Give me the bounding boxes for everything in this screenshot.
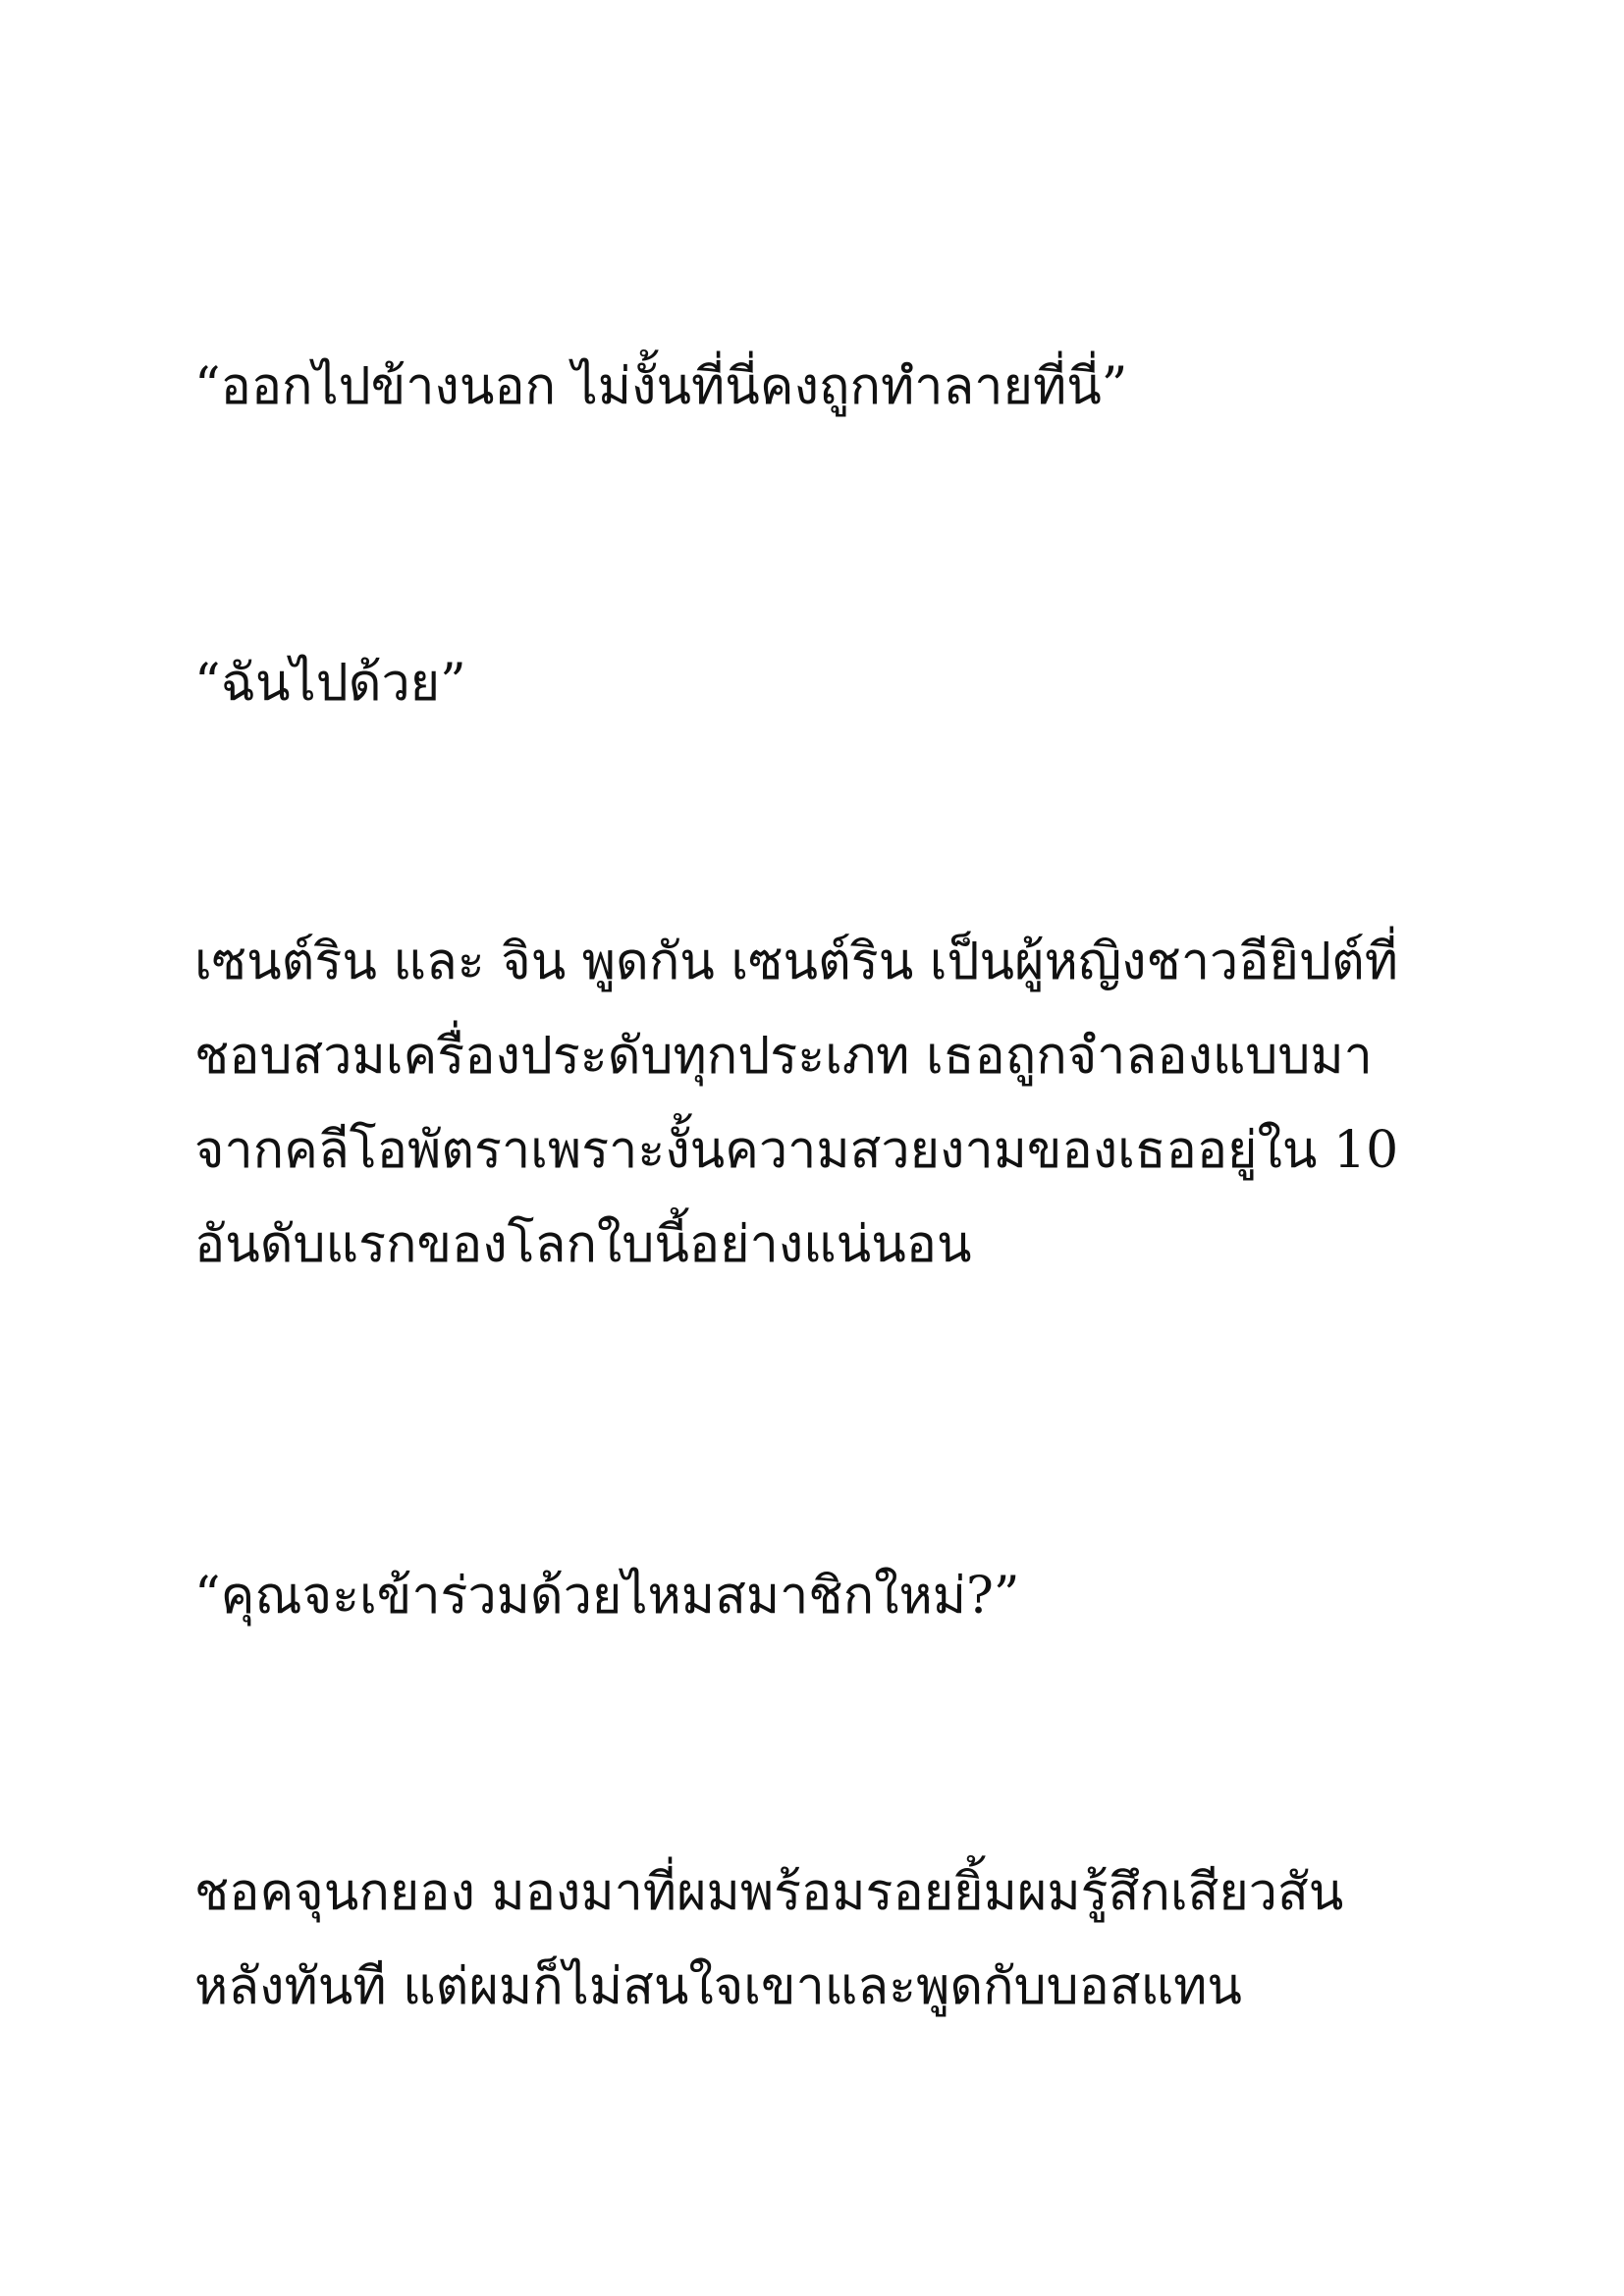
text-line: อันดับแรกของโลกใบนี้อย่างแน่นอน — [194, 1215, 972, 1274]
paragraph-dialogue-go-outside — [194, 340, 1471, 434]
paragraph-narration-chok-junkyong — [194, 1845, 1471, 2034]
paragraph-dialogue-join-question — [194, 1549, 1471, 1643]
text-line: เซนต์ริน และ จิน พูดกัน เซนต์ริน เป็นผู้หญิงชาวอียิปต์ที่ — [194, 933, 1398, 991]
paragraph-narration-saintrin — [194, 915, 1471, 1292]
text-line: จากคลีโอพัตราเพราะงั้นความสวยงามของเธออยู่ใน 10 — [194, 1121, 1399, 1180]
text-line: “ออกไปข้างนอก ไม่งั้นที่นี่คงถูกทำลายที่นี่” — [194, 357, 1128, 416]
paragraph-dialogue-me-too — [194, 636, 1471, 730]
text-line: ชอคจุนกยอง มองมาที่ผมพร้อมรอยยิ้มผมรู้สึกเสียวสัน — [194, 1863, 1344, 1922]
text-line: “ฉันไปด้วย” — [194, 654, 466, 713]
text-line: “คุณจะเข้าร่วมด้วยไหมสมาชิกใหม่?” — [194, 1567, 1020, 1626]
text-line: หลังทันที แต่ผมก็ไม่สนใจเขาและพูดกับบอสแทน — [194, 1957, 1242, 2016]
text-line: ชอบสวมเครื่องประดับทุกประเภท เธอถูกจำลองแบบมา — [194, 1027, 1373, 1086]
